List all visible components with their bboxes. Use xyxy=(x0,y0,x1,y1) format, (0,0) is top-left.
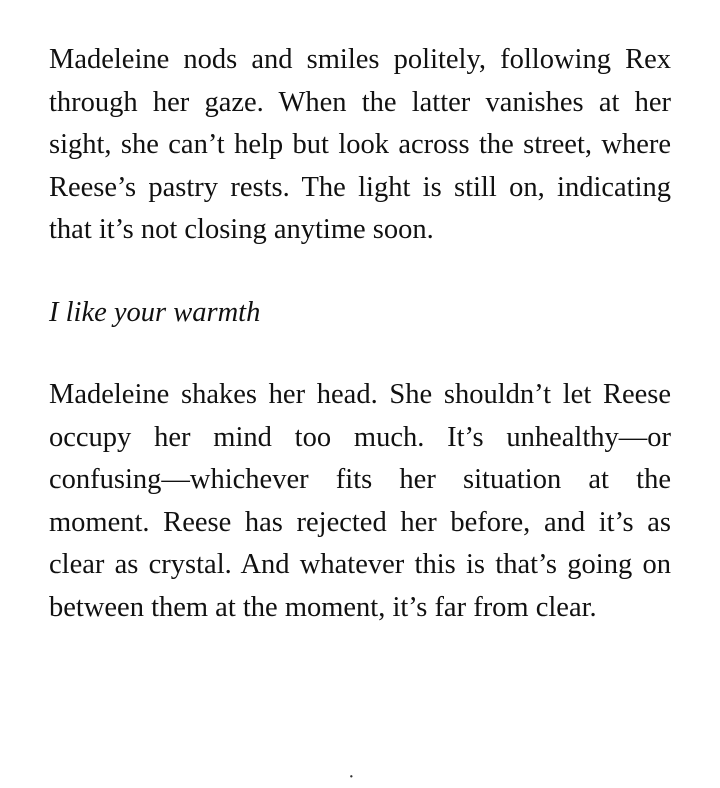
italic-thought-line: I like your warmth xyxy=(49,296,261,328)
cut-off-next-line-fragment: · xyxy=(348,766,355,788)
paragraph-3: Madeleine shakes her head. She shouldn’t let Reese occupy her mind too much. It’s unhealthy—or confusing—whichever fits her situation at the moment. Reese has rejected her before, and it’s as clear as crystal. And whatever this is that’s going on between them at the moment, it’s far from clear. xyxy=(49,379,671,623)
paragraph-1: Madeleine nods and smiles politely, following Rex through her gaze. When the latter vanishes at her sight, she can’t help but look across the street, where Reese’s pastry rests. The light is still on, indicating that it’s not closing anytime soon. xyxy=(49,44,671,245)
document-page xyxy=(49,39,671,669)
